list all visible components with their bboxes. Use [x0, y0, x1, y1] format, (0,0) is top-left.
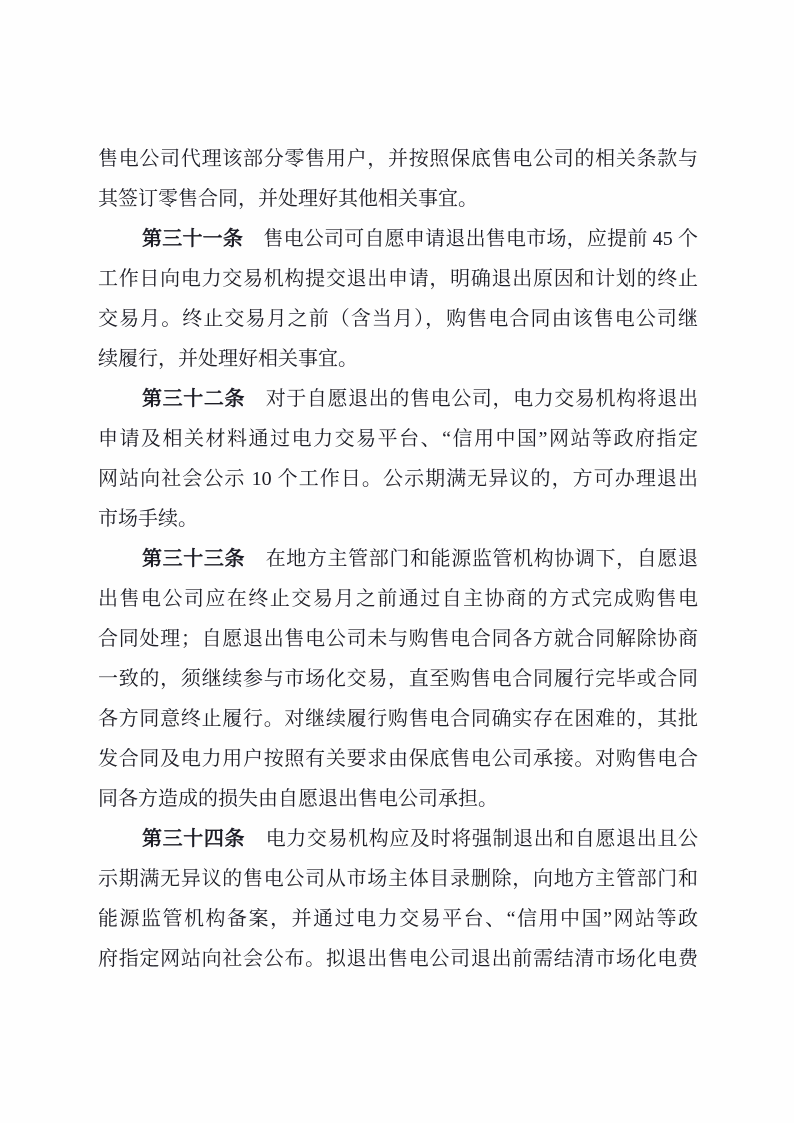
text-line: 第三十二条 对于自愿退出的售电公司，电力交易机构将退出	[142, 388, 698, 410]
text-line: 发合同及电力用户按照有关要求由保底售电公司承接。对购售电合	[98, 748, 698, 770]
text-line: 能源监管机构备案，并通过电力交易平台、“信用中国”网站等政	[98, 908, 698, 930]
text-line: 工作日向电力交易机构提交退出申请，明确退出原因和计划的终止	[98, 268, 698, 290]
text-line: 示期满无异议的售电公司从市场主体目录删除，向地方主管部门和	[98, 868, 698, 890]
text-line: 第三十一条 售电公司可自愿申请退出售电市场，应提前 45 个	[142, 228, 698, 250]
text-line: 市场手续。	[98, 508, 198, 530]
text-line: 第三十三条 在地方主管部门和能源监管机构协调下，自愿退	[142, 548, 698, 570]
article-paragraph	[98, 819, 698, 979]
text-line: 出售电公司应在终止交易月之前通过自主协商的方式完成购售电	[98, 588, 698, 610]
article-number: 第三十一条	[142, 228, 244, 250]
text-line: 网站向社会公示 10 个工作日。公示期满无异议的，方可办理退出	[98, 468, 698, 490]
text-line: 第三十四条 电力交易机构应及时将强制退出和自愿退出且公	[142, 828, 698, 850]
continuation-paragraph	[98, 139, 698, 219]
article-number: 第三十二条	[142, 388, 246, 410]
article-paragraph	[98, 219, 698, 379]
text-line: 府指定网站向社会公布。拟退出售电公司退出前需结清市场化电费	[98, 948, 698, 970]
article-paragraph	[98, 379, 698, 539]
text-line: 一致的，须继续参与市场化交易，直至购售电合同履行完毕或合同	[98, 668, 698, 690]
text-line: 交易月。终止交易月之前（含当月），购售电合同由该售电公司继	[98, 308, 698, 330]
text-line: 售电公司代理该部分零售用户，并按照保底售电公司的相关条款与	[98, 148, 698, 170]
article-number: 第三十三条	[142, 548, 246, 570]
article-paragraph	[98, 539, 698, 819]
article-number: 第三十四条	[142, 828, 246, 850]
document-body	[98, 139, 698, 979]
text-line: 申请及相关材料通过电力交易平台、“信用中国”网站等政府指定	[98, 428, 698, 450]
text-line: 其签订零售合同，并处理好其他相关事宜。	[98, 188, 478, 210]
text-line: 续履行，并处理好相关事宜。	[98, 348, 358, 370]
text-line: 合同处理；自愿退出售电公司未与购售电合同各方就合同解除协商	[98, 628, 698, 650]
text-line: 同各方造成的损失由自愿退出售电公司承担。	[98, 788, 498, 810]
text-line: 各方同意终止履行。对继续履行购售电合同确实存在困难的，其批	[98, 708, 698, 730]
